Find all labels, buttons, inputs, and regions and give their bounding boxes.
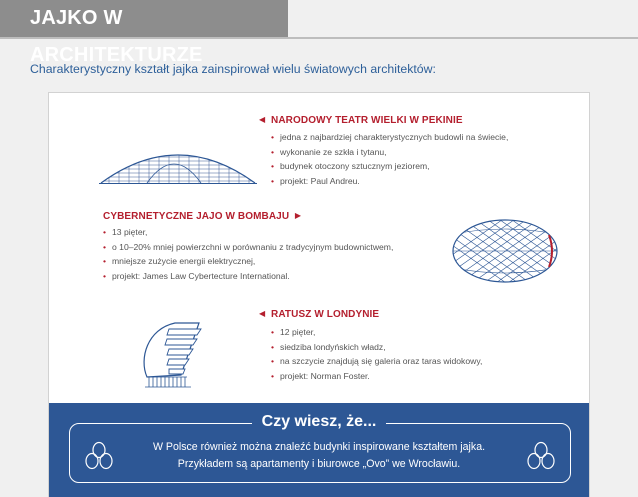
list-item: • 12 pięter, bbox=[271, 325, 482, 340]
beijing-theatre-illustration bbox=[99, 141, 257, 187]
list-item: • jedna z najbardziej charakterystycznych budowli na świecie, bbox=[271, 130, 508, 145]
section-title-beijing: ◀ NARODOWY TEATR WIELKI W PEKINIE bbox=[259, 115, 463, 126]
intro-text: Charakterystyczny kształt jajka zainspirował wielu światowych architektów: bbox=[30, 62, 436, 76]
list-item: • projekt: James Law Cybertecture International. bbox=[103, 269, 393, 284]
section-title-london: ◀ RATUSZ W LONDYNIE bbox=[259, 309, 380, 320]
list-item: • o 10–20% mniej powierzchni w porównaniu z tradycyjnym budownictwem, bbox=[103, 240, 393, 255]
list-item: • projekt: Norman Foster. bbox=[271, 369, 482, 384]
mumbai-egg-illustration bbox=[449, 217, 561, 285]
list-item: • projekt: Paul Andreu. bbox=[271, 174, 508, 189]
arrow-left-icon: ◀ bbox=[259, 309, 266, 318]
list-item: • siedziba londyńskich władz, bbox=[271, 340, 482, 355]
list-item: • budynek otoczony sztucznym jeziorem, bbox=[271, 159, 508, 174]
did-you-know-text: W Polsce również można znaleźć budynki inspirowane kształtem jajka. Przykładem są apartamenty i biurowce „Ovo” we Wrocławiu. bbox=[152, 441, 486, 470]
beijing-list bbox=[271, 130, 508, 188]
did-you-know-title: Czy wiesz, że... bbox=[252, 413, 387, 430]
section-title-mumbai: CYBERNETYCZNE JAJO W BOMBAJU ▶ bbox=[103, 211, 302, 222]
eggs-icon bbox=[525, 441, 557, 471]
content-card bbox=[48, 92, 590, 497]
list-item: • wykonanie ze szkła i tytanu, bbox=[271, 145, 508, 160]
list-item: • na szczycie znajdują się galeria oraz taras widokowy, bbox=[271, 354, 482, 369]
header-divider bbox=[0, 37, 638, 39]
arrow-right-icon: ▶ bbox=[294, 211, 302, 220]
list-item: • 13 pięter, bbox=[103, 225, 393, 240]
arrow-left-icon: ◀ bbox=[259, 115, 266, 124]
did-you-know-box bbox=[49, 403, 589, 497]
mumbai-list bbox=[103, 225, 393, 283]
london-cityhall-illustration bbox=[139, 317, 219, 389]
eggs-icon bbox=[83, 441, 115, 471]
page-header bbox=[0, 0, 288, 66]
list-item: • mniejsze zużycie energii elektrycznej, bbox=[103, 254, 393, 269]
london-list bbox=[271, 325, 482, 383]
page-title: JAJKO W ARCHITEKTURZE bbox=[30, 7, 203, 66]
